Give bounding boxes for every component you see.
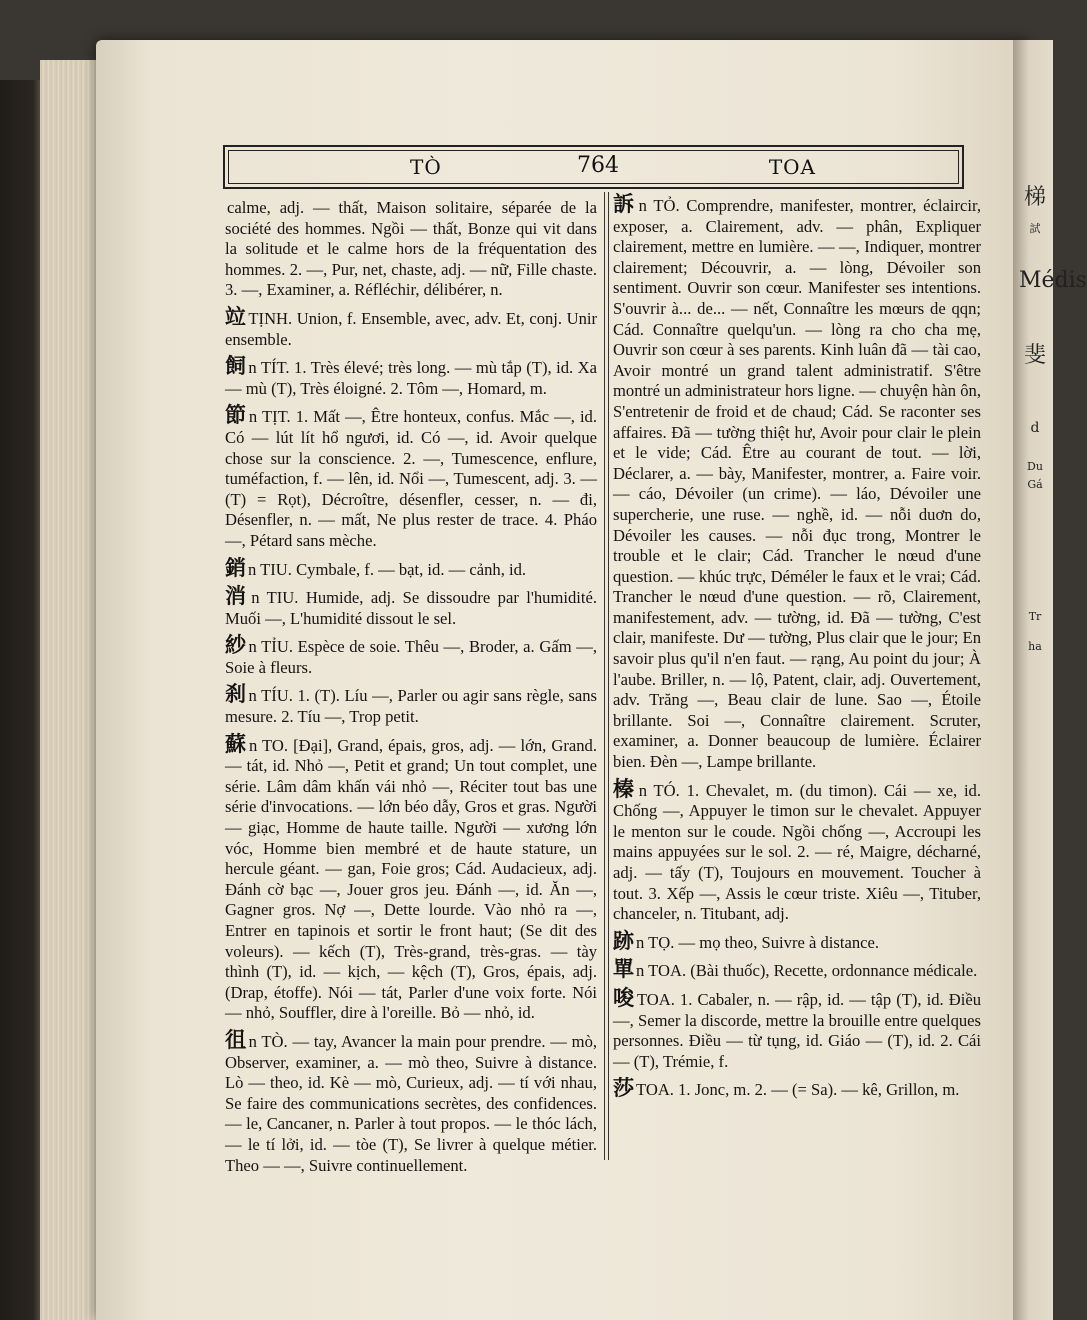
header-right-word: TOA [768,155,816,179]
entry-text: n TÒ. — tay, Avancer la main pour prendre. — mò, Observer, examiner, a. — mò theo, Suivre à distance. Lò — theo, id. Kè — mò, Curieux, adj. — tí với nhau, Se faire des communications secrètes, des confidences. — le, Cancaner, n. Parler à tout propos. — le thóc lách, — le tí lởi, id. — tòe (T), Se livrer à quelque métier. Theo — —, Suivre continuellement. [225,1031,598,1175]
entry-text: n TỈU. Espèce de soie. Thêu —, Broder, a. Gấm —, Soie à fleurs. [225,637,597,677]
entry-text: n TỌ. — mọ theo, Suivre à distance. [636,932,880,952]
dictionary-entry [225,586,597,629]
entry-character: 飼 [225,354,247,379]
entry-character: 榛 [613,776,637,801]
dictionary-entry [225,304,597,350]
dictionary-entry [613,928,981,954]
entry-text: n TO. [Đại], Grand, épais, gros, adj. — lớn, Grand. — tát, id. Nhỏ —, Petit et grand; Un tout complet, une série. Lâm dâm khấn vái nhỏ —, Réciter tout bas une série d'invocations. — lớn béo dẫy, Gros et gras. Người — giạc, Homme de haute taille. Người — xương lớn vóc, Homme bien membré et de haute stature, un hercule géant. — gan, Foie gros; Cád. Audacieux, adj. Đánh cờ bạc —, Jouer gros jeu. Đánh —, id. Ăn —, Gagner gros. Nợ —, Dette lourde. Vào nhỏ ra —, Entrer en tapinois et sortir le front haut; (Se dit des voleurs). — kếch (T), Très-grand, très-gras. — tày thình (T), id. — kịch, — kệch (T), Gros, épais, adj. (Drap, étoffe). Nói — tát, Parler d'une voix forte. Nói — nhỏ, Souffler, dire à l'oreille. Bỏ — nhỏ, id. [225,735,597,1023]
entry-character: 刹 [225,682,247,707]
entry-character: 消 [225,584,250,609]
entry-text: n TIU. Cymbale, f. — bạt, id. — cảnh, id. [248,559,527,579]
entry-character: 徂 [225,1027,247,1052]
entry-text: n TÍU. 1. (T). Líu —, Parler ou agir sans règle, sans mesure. 2. Tíu —, Trop petit. [225,686,597,727]
entry-text: n TÓ. 1. Chevalet, m. (du timon). Cái — xe, id. Chống —, Appuyer le timon sur le chevalet. Appuyer le menton sur le coude. Ngồi chống —, Accroupi les mains appuyées sur le sol. 2. — ré, Maigre, décharné, adj. — tấy (T), Toujours en mouvement. Toucher à tout. 3. Xếp —, Assis le cœur triste. Xiêu —, Tituber, chanceler, n. Titubant, adj. [613,780,982,924]
dictionary-entry [225,684,597,727]
entry-text: n TOA. (Bài thuốc), Recette, ordonnance médicale. [636,961,978,981]
entry-character: 紗 [225,633,247,658]
next-page-glyph: Gá [1027,478,1043,491]
entry-character: 銷 [225,555,246,580]
next-page-glyph: ha [1028,640,1042,653]
entry-text: TỊNH. Union, f. Ensemble, avec, adv. Et, conj. Unir ensemble. [225,308,597,349]
entry-text: n TỊT. 1. Mất —, Être honteux, confus. Mắc —, id. Có — lút lít hổ ngươi, id. Có —, id. Avoir quelque chose sur la conscience. 2. —, Tumescence, enflure, tuméfaction, f. — lên, id. Nổi —, Tumescent, adj. 3. — (T) = Rọt), Décroître, désenfler, cesser, n. — đi, Désenfler, n. — mất, Ne plus rester de trace. 4. Pháo —, Pétard sans mèche. [225,407,597,550]
next-page-glyph: 梯 [1023,185,1046,210]
entry-character: 唆 [613,985,635,1010]
next-page-edge [1013,40,1087,1320]
entry-character: 訴 [613,192,637,216]
running-header [223,145,964,189]
next-page-glyph: d [1030,420,1040,436]
dictionary-entry [613,1078,981,1101]
dictionary-entry [225,196,597,301]
entry-character: 竝 [225,304,247,329]
dictionary-entry [613,959,981,982]
entry-text: TOA. 1. Jonc, m. 2. — (= Sa). — kê, Grillon, m. [636,1080,960,1100]
dictionary-entry [613,776,982,925]
page-number: 764 [577,153,619,178]
next-page-glyph: Médis [1019,268,1087,293]
dictionary-entry [225,635,597,678]
entry-character: 跡 [613,928,634,953]
entry-character: 蘇 [225,731,247,756]
entry-character: 節 [225,403,247,428]
right-column [613,194,981,1107]
entry-text: n TỎ. Comprendre, manifester, montrer, éclaircir, exposer, a. Clairement, adv. — phân, Expliquer clairement, mettre en lumière. — —, Indiquer, montrer clairement; Découvrir, a. — lòng, Dévoiler son sentiment. Ouvrir son cœur. Manifester ses intentions. S'ouvrir à... de... — nết, Connaître les mœurs de qqn; Cád. Connaître quelqu'un. — lòng ra cho cha mẹ, Ouvrir son cœur à ses parents. Kinh luân đã — tài cao, Avoir montré un grand talent administratif. S'être montré un administrateur hors ligne. — chuyện hàn ôn, S'entretenir de froid et de chaud; Cád. Se raconter ses affaires. Đã — tường thiệt hư, Avoir pour clair le plein et le vide; Cád. Être au courant de tout. — lời, Déclarer, a. — bày, Manifester, montrer, a. Faire voir. — cáo, Dévoiler (un crime). — láo, Dévoiler une supercherie, une ruse. — nghề, id. — nỗi duơn do, Dévoiler les causes. — nỗi đục trong, Montrer le trouble et le clair; Cád. Trancher le nœud d'une question. — khúc trực, Déméler le faux et le vrai; Cád. Trancher le nœud d'une question. — rõ, Clairement, manifestement, adv. — tường, id. Đã — tường, C'est clair, manifeste. Dư — tường, Plus clair que le jour; En savoir plus qu'il n'en faut. — rạng, Au point du jour; À l'aube. Briller, n. — lộ, Patent, clair, adj. Ouvertement, adv. Trăng —, Beau clair de lune. Sao —, Étoile brillante. Soi —, Connaître clairement. Scruter, examiner, a. Donner beaucoup de lumière. Éclairer bien. Đèn —, Lampe brillante. [613,196,982,772]
entry-character: 單 [613,957,634,982]
next-page-glyph: 試 [1029,222,1041,235]
left-column [225,196,597,1182]
dictionary-entry [613,194,981,773]
dictionary-entry [613,985,982,1072]
next-page-glyph: 斐 [1023,343,1046,368]
next-page-glyph: Du [1027,460,1043,473]
next-page-glyph: Tr [1028,610,1042,623]
entry-text: n TIU. Humide, adj. Se dissoudre par l'humidité. Muối —, L'humidité dissout le sel. [225,588,597,628]
dictionary-entry [225,356,597,399]
entry-text: calme, adj. — thất, Maison solitaire, séparée de la société des hommes. Ngồi — thất, Bonze qui vit dans la solitude et le calme hors de la fréquentation des hommes. 2. —, Pur, net, chaste, adj. — nữ, Fille chaste. 3. —, Examiner, a. Réfléchir, délibérer, n. [225,198,597,300]
dictionary-entry [225,555,597,581]
dictionary-entry [225,731,597,1024]
column-divider [604,192,605,1160]
dictionary-entry [225,405,597,551]
entry-text: TOA. 1. Cabaler, n. — rập, id. — tập (T), id. Điều —, Semer la discorde, mettre la brouille entre quelques personnes. Điều — từ tụng, id. Giáo — (T), id. 2. Cái — (T), Trémie, f. [613,989,982,1071]
dictionary-entry [225,1027,598,1176]
header-left-word: TÒ [410,155,442,179]
entry-character: 莎 [613,1076,634,1101]
entry-text: n TÍT. 1. Très élevé; très long. — mù tắp (T), id. Xa — mù (T), Très éloigné. 2. Tôm —, Homard, m. [225,358,597,398]
